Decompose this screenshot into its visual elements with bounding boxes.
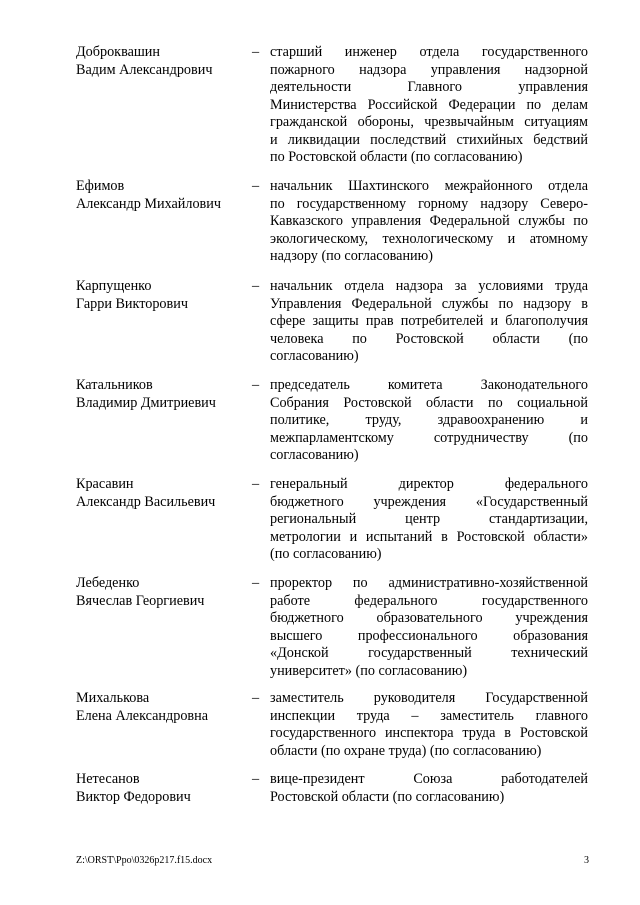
position-line: экологическому, технологическому и атомному	[270, 230, 588, 247]
dash-separator: –	[252, 377, 260, 393]
position-line: бюджетного образовательного учреждения	[270, 610, 588, 626]
member-name	[76, 278, 251, 313]
member-surname: Красавин	[76, 476, 134, 492]
position-line: надзору (по согласованию)	[270, 248, 433, 264]
dash-separator: –	[252, 771, 260, 787]
member-surname: Доброквашин	[76, 44, 160, 60]
position-line: деятельности Главного управления	[270, 79, 588, 95]
position-line: генеральный директор федерального	[270, 476, 588, 492]
position-line: работе федерального государственного	[270, 592, 588, 609]
member-name	[76, 575, 251, 610]
position-line: метрологии и испытаний в Ростовской области»	[270, 528, 588, 545]
member-position	[270, 377, 588, 465]
member-given-names: Александр Васильевич	[76, 493, 216, 510]
position-line: (по согласованию)	[270, 546, 382, 562]
dash-separator: –	[252, 575, 260, 591]
position-line: старший инженер отдела государственного	[270, 44, 588, 60]
member-given-names: Владимир Дмитриевич	[76, 394, 216, 411]
member-position	[270, 771, 588, 806]
position-line: гражданской обороны, чрезвычайным ситуациям	[270, 114, 588, 130]
member-position	[270, 476, 588, 564]
position-line: Управления Федеральной службы по надзору в	[270, 295, 588, 312]
position-line: инспекции труда – заместитель главного	[270, 707, 588, 724]
member-given-names: Виктор Федорович	[76, 788, 191, 805]
dash-separator: –	[252, 44, 260, 60]
dash-separator: –	[252, 476, 260, 492]
member-name	[76, 377, 251, 412]
position-line: Собрания Ростовской области по социальной	[270, 394, 588, 411]
member-surname: Михалькова	[76, 690, 150, 706]
position-line: человека по Ростовской области (по	[270, 330, 588, 347]
dash-separator: –	[252, 178, 260, 194]
position-line: высшего профессионального образования	[270, 627, 588, 644]
member-name	[76, 690, 251, 725]
position-line: государственного инспектора труда в Ростовской	[270, 725, 588, 741]
position-line: по Ростовской области (по согласованию)	[270, 149, 523, 165]
member-given-names: Вадим Александрович	[76, 61, 213, 78]
position-line: региональный центр стандартизации,	[270, 511, 588, 527]
position-line: Кавказского управления Федеральной службы по	[270, 213, 588, 229]
member-name	[76, 44, 251, 79]
position-line: политике, труду, здравоохранению и	[270, 412, 588, 428]
member-given-names: Вячеслав Георгиевич	[76, 592, 205, 609]
position-line: проректор по административно-хозяйственной	[270, 575, 588, 591]
position-line: заместитель руководителя Государственной	[270, 690, 588, 706]
member-given-names: Александр Михайлович	[76, 195, 221, 212]
member-surname: Карпущенко	[76, 278, 152, 294]
position-line: области (по охране труда) (по согласованию)	[270, 742, 542, 759]
dash-separator: –	[252, 690, 260, 706]
position-line: Ростовской области (по согласованию)	[270, 788, 505, 805]
position-line: вице-президент Союза работодателей	[270, 771, 588, 787]
position-line: и ликвидации последствий стихийных бедствий	[270, 131, 588, 148]
position-line: Министерства Российской Федерации по делам	[270, 96, 588, 113]
position-line: по государственному горному надзору Северо-	[270, 195, 588, 212]
member-surname: Ефимов	[76, 178, 125, 194]
member-surname: Нетесанов	[76, 771, 140, 787]
member-position	[270, 44, 588, 167]
member-position	[270, 278, 588, 366]
member-position	[270, 575, 588, 680]
page-number: 3	[584, 855, 589, 866]
position-line: согласованию)	[270, 348, 359, 364]
position-line: председатель комитета Законодательного	[270, 377, 588, 393]
dash-separator: –	[252, 278, 260, 294]
position-line: начальник отдела надзора за условиями труда	[270, 278, 588, 294]
member-name	[76, 178, 251, 213]
member-name	[76, 771, 251, 806]
position-line: межпарламентскому сотрудничеству (по	[270, 429, 588, 446]
member-given-names: Елена Александровна	[76, 707, 208, 724]
member-surname: Катальников	[76, 377, 153, 393]
position-line: «Донской государственный технический	[270, 645, 588, 661]
position-line: пожарного надзора управления надзорной	[270, 61, 588, 78]
member-position	[270, 178, 588, 266]
member-name	[76, 476, 251, 511]
member-given-names: Гарри Викторович	[76, 295, 188, 312]
position-line: согласованию)	[270, 447, 359, 463]
position-line: начальник Шахтинского межрайонного отдела	[270, 178, 588, 194]
position-line: бюджетного учреждения «Государственный	[270, 493, 588, 510]
member-surname: Лебеденко	[76, 575, 140, 591]
footer-file-path: Z:\ORST\Ppo\0326p217.f15.docx	[76, 855, 213, 866]
position-line: университет» (по согласованию)	[270, 662, 468, 679]
member-position	[270, 690, 588, 760]
position-line: сфере защиты прав потребителей и благополучия	[270, 313, 588, 329]
